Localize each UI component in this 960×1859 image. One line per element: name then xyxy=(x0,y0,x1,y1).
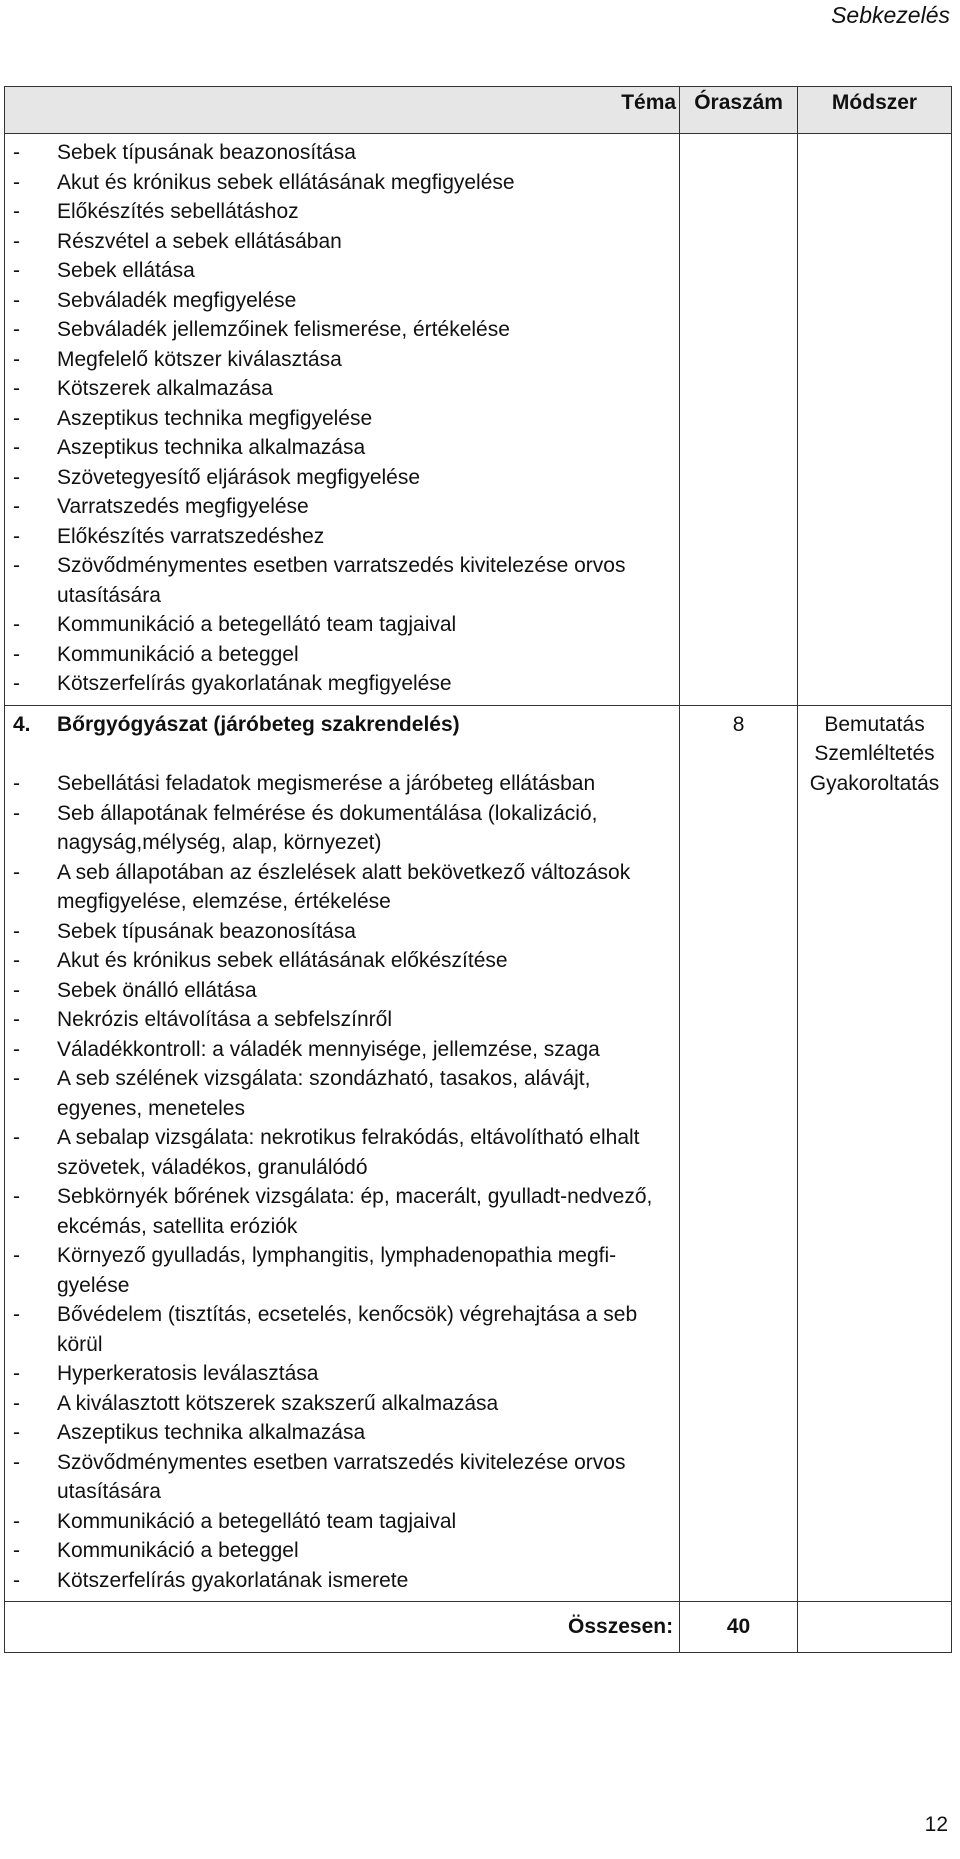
curriculum-table xyxy=(4,86,952,1653)
list-item: - A kiválasztott kötszerek szakszerű alkalmazása xyxy=(11,1389,673,1419)
section4-topic-cell xyxy=(5,705,680,1602)
list-item: - Sebváladék jellemzőinek felismerése, értékelése xyxy=(11,315,673,345)
table-row xyxy=(5,134,952,706)
list-item: - Bővédelem (tisztítás, ecsetelés, kenőcsök) végrehajtása a seb körül xyxy=(11,1300,673,1359)
list-item: - A seb állapotában az észlelések alatt bekövetkező változások megfigyelése, elemzése, értékelése xyxy=(11,858,673,917)
list-item: - Szövődménymentes esetben varratszedés kivitelezése orvos utasítására xyxy=(11,551,673,610)
list-item: - Sebváladék megfigyelése xyxy=(11,286,673,316)
list-item: - Sebek ellátása xyxy=(11,256,673,286)
list-item: - Sebek típusának beazonosítása xyxy=(11,917,673,947)
continuation-topic-cell xyxy=(5,134,680,706)
list-item: - Akut és krónikus sebek ellátásának előkészítése xyxy=(11,946,673,976)
header-hours: Óraszám xyxy=(680,87,798,134)
method-label: Bemutatás xyxy=(824,712,925,736)
list-item: - Sebkörnyék bőrének vizsgálata: ép, macerált, gyulladt-nedvező, ekcémás, satellita eróziók xyxy=(11,1182,673,1241)
list-item: - Előkészítés sebellátáshoz xyxy=(11,197,673,227)
total-row xyxy=(5,1602,952,1653)
list-item: - Kommunikáció a beteggel xyxy=(11,640,673,670)
section4-hours: 8 xyxy=(680,705,798,1602)
list-item: - Kötszerfelírás gyakorlatának ismerete xyxy=(11,1566,673,1596)
list-item: - Részvétel a sebek ellátásában xyxy=(11,227,673,257)
list-item: - Kötszerfelírás gyakorlatának megfigyelése xyxy=(11,669,673,699)
header-method: Módszer xyxy=(798,87,952,134)
list-item: - Váladékkontroll: a váladék mennyisége, jellemzése, szaga xyxy=(11,1035,673,1065)
page-header-title: Sebkezelés xyxy=(831,2,950,28)
continuation-item-list xyxy=(11,138,673,699)
list-item: - Sebek típusának beazonosítása xyxy=(11,138,673,168)
list-item: - Kötszerek alkalmazása xyxy=(11,374,673,404)
header-topic: Téma xyxy=(5,87,680,134)
list-item: - Aszeptikus technika alkalmazása xyxy=(11,1418,673,1448)
list-item: - Aszeptikus technika megfigyelése xyxy=(11,404,673,434)
table-header-row xyxy=(5,87,952,134)
list-item: - Akut és krónikus sebek ellátásának megfigyelése xyxy=(11,168,673,198)
list-item: - Kommunikáció a betegellátó team tagjaival xyxy=(11,1507,673,1537)
list-item: - Nekrózis eltávolítása a sebfelszínről xyxy=(11,1005,673,1035)
table-row xyxy=(5,705,952,1602)
list-item: - Sebellátási feladatok megismerése a járóbeteg ellátásban xyxy=(11,769,673,799)
method-label: Gyakoroltatás xyxy=(809,771,940,795)
list-item: - A sebalap vizsgálata: nekrotikus felrakódás, eltávolítható elhalt szövetek, váladékos, granulálódó xyxy=(11,1123,673,1182)
list-item: - Sebek önálló ellátása xyxy=(11,976,673,1006)
list-item: - Kommunikáció a beteggel xyxy=(11,1536,673,1566)
continuation-hours-cell xyxy=(680,134,798,706)
section4-item-list xyxy=(11,769,673,1595)
section4-methods-cell xyxy=(798,705,952,1602)
list-item: - Előkészítés varratszedéshez xyxy=(11,522,673,552)
list-item: - Kommunikáció a betegellátó team tagjaival xyxy=(11,610,673,640)
list-item: - Varratszedés megfigyelése xyxy=(11,492,673,522)
total-empty-cell xyxy=(798,1602,952,1653)
list-item: - Megfelelő kötszer kiválasztása xyxy=(11,345,673,375)
continuation-method-cell xyxy=(798,134,952,706)
list-item: - A seb szélének vizsgálata: szondázható, tasakos, alávájt, egyenes, meneteles xyxy=(11,1064,673,1123)
page-number: 12 xyxy=(924,1813,948,1836)
list-item: - Szövetegyesítő eljárások megfigyelése xyxy=(11,463,673,493)
section-number: 4. xyxy=(13,712,31,736)
section-title xyxy=(11,710,673,740)
total-label: Összesen: xyxy=(5,1602,680,1653)
list-item: - Szövődménymentes esetben varratszedés kivitelezése orvos utasítására xyxy=(11,1448,673,1507)
total-value: 40 xyxy=(680,1602,798,1653)
list-item: - Környező gyulladás, lymphangitis, lymphadenopathia megfi-gyelése xyxy=(11,1241,673,1300)
section-title-text: Bőrgyógyászat (járóbeteg szakrendelés) xyxy=(57,712,460,736)
list-item: - Aszeptikus technika alkalmazása xyxy=(11,433,673,463)
method-label: Szemléltetés xyxy=(814,742,935,765)
list-item: - Seb állapotának felmérése és dokumentálása (lokalizáció, nagyság,mélység, alap, környezet) xyxy=(11,799,673,858)
list-item: - Hyperkeratosis leválasztása xyxy=(11,1359,673,1389)
